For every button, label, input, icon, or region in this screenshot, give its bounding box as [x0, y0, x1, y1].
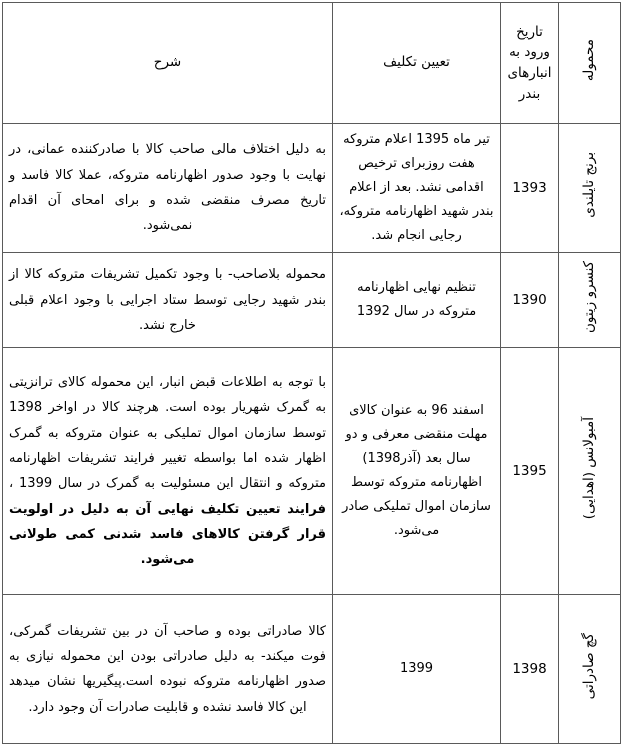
cell-description-text: با توجه به اطلاعات قبض انبار، این محموله کالای ترانزیتی به گمرک شهریار بوده است. هرچند کالا در اواخر 1398 توسط سازمان اموال تملیکی به عنوان متروکه به گمرک اظهار شده اما بواسطه تغییر فرایند تشریفات اظهارنامه متروکه و انتقال این مسئولیت به گمرک در سال 1399 ،	[9, 374, 326, 492]
table-row	[3, 124, 621, 253]
cell-description-emphasis: فرایند تعیین تکلیف نهایی آن به دلیل در اولویت قرار گرفتن کالاهای فاسد شدنی کمی طولانی می‌شود.	[9, 501, 326, 568]
column-header-description	[3, 3, 333, 124]
cell-date: 1393	[501, 124, 559, 253]
cell-description: محموله بلاصاحب- با وجود تکمیل تشریفات متروکه کالا از بندر شهید رجایی توسط ستاد اجرایی با وجود اعلام قبلی خارج نشد.	[3, 253, 333, 348]
cell-assignment: تیر ماه 1395 اعلام متروکه هفت روزبرای ترخیص اقدامی نشد. بعد از اعلام بندر شهید اظهارنامه متروکه، رجایی انجام شد.	[333, 124, 501, 253]
cell-goods	[559, 348, 621, 595]
cell-goods-label: آمبولانس (اهدایی)	[580, 416, 597, 520]
cell-assignment: تنظیم نهایی اظهارنامه متروکه در سال 1392	[333, 253, 501, 348]
cell-goods	[559, 124, 621, 253]
table-row	[3, 253, 621, 348]
cell-description: به دلیل اختلاف مالی صاحب کالا با صادرکننده عمانی، در نهایت با وجود صدور اظهارنامه متروکه، عملا کالا فاسد و تاریخ مصرف منقضی شده و برای امحای آن اقدام نمی‌شود.	[3, 124, 333, 253]
cell-description: کالا صادراتی بوده و صاحب آن در بین تشریفات گمرکی، فوت میکند- به دلیل صادراتی بودن این محموله نیازی به صدور اظهارنامه متروکه نبوده است.پیگیریها نشان میدهد این کالا فاسد نشده و قابلیت صادرات آن وجود دارد.	[3, 595, 333, 744]
table-body	[3, 124, 621, 744]
column-header-date-label: تاریخ ورود به انبارهای بندر	[507, 23, 552, 102]
cell-goods-label: گچ صادراتی	[580, 632, 597, 700]
cell-description	[3, 348, 333, 595]
column-header-assignment-label: تعیین تکلیف	[383, 54, 450, 71]
table-row	[3, 595, 621, 744]
cell-date: 1395	[501, 348, 559, 595]
cell-goods	[559, 595, 621, 744]
cell-date: 1398	[501, 595, 559, 744]
abandoned-goods-table	[2, 2, 621, 744]
column-header-goods-label: محموله	[580, 38, 597, 81]
cell-assignment: 1399	[333, 595, 501, 744]
cell-goods-label: کنسرو زیتون	[580, 261, 597, 334]
column-header-goods	[559, 3, 621, 124]
cell-date: 1390	[501, 253, 559, 348]
table-header-row	[3, 3, 621, 124]
cell-assignment: اسفند 96 به عنوان کالای مهلت منقضی معرفی و دو سال بعد (آذر1398) اظهارنامه متروکه توسط سازمان اموال تملیکی صادر می‌شود.	[333, 348, 501, 595]
column-header-assignment	[333, 3, 501, 124]
cell-goods-label: برنج تایلندی	[580, 152, 597, 218]
column-header-description-label: شرح	[153, 54, 182, 71]
column-header-date	[501, 3, 559, 124]
table-header	[3, 3, 621, 124]
table-row	[3, 348, 621, 595]
cell-goods	[559, 253, 621, 348]
